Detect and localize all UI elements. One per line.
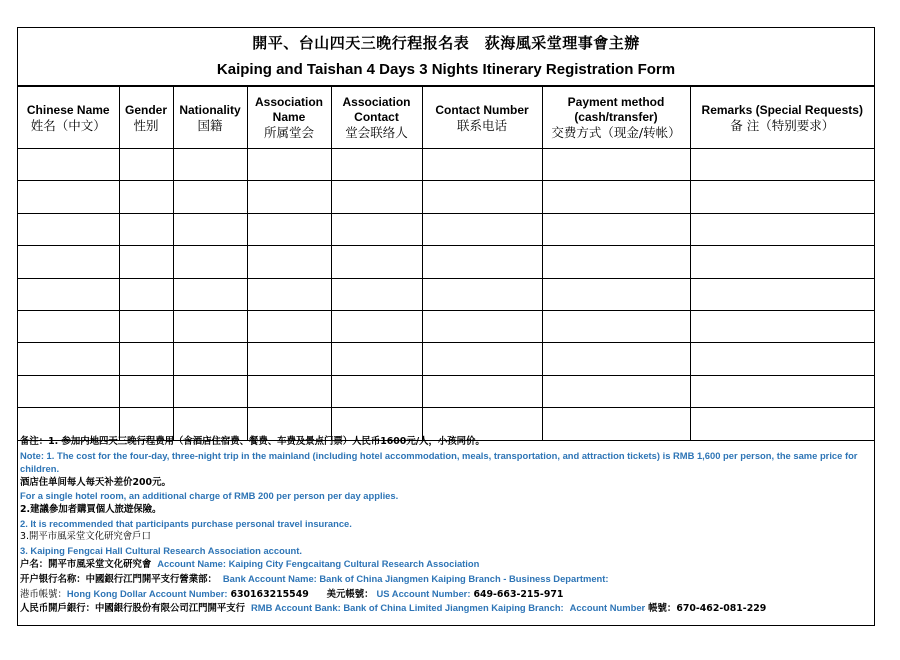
table-cell[interactable] (18, 278, 119, 310)
notes-section (20, 435, 870, 616)
col-header-gender: Gender 性别 (119, 87, 173, 149)
table-cell[interactable] (422, 278, 542, 310)
table-cell[interactable] (18, 375, 119, 407)
table-cell[interactable] (119, 375, 173, 407)
table-cell[interactable] (331, 149, 422, 181)
note-3-english: 3. Kaiping Fengcai Hall Cultural Research Association account. (20, 544, 303, 556)
table-cell[interactable] (173, 213, 247, 245)
table-cell[interactable] (173, 278, 247, 310)
table-cell[interactable] (690, 149, 874, 181)
table-cell[interactable] (18, 246, 119, 278)
col-header-contact-number: Contact Number 联系电话 (422, 87, 542, 149)
col-header-association-name: Association Name 所属堂会 (247, 87, 331, 149)
form-title-chinese: 開平、台山四天三晚行程报名表 荻海風采堂理事會主辦 (252, 34, 640, 52)
table-cell[interactable] (247, 343, 331, 375)
bank-name-line: 开户银行名称：中國銀行江門開平支行營業部： Bank Account Name: Bank of China Jiangmen Kaiping Branch - Business Department: (20, 572, 609, 585)
table-header-row (18, 87, 874, 149)
table-cell[interactable] (18, 343, 119, 375)
table-cell[interactable] (542, 181, 690, 213)
table-cell[interactable] (119, 310, 173, 342)
account-numbers-line: 港币帳號：Hong Kong Dollar Account Number: 630163215549 美元帳號： US Account Number: 649-663-215-971 (20, 587, 564, 600)
table-cell[interactable] (331, 246, 422, 278)
table-cell[interactable] (173, 375, 247, 407)
table-cell[interactable] (422, 149, 542, 181)
table-cell[interactable] (690, 343, 874, 375)
table-row (18, 375, 874, 407)
registration-form (17, 27, 875, 626)
table-cell[interactable] (18, 213, 119, 245)
table-row (18, 149, 874, 181)
table-cell[interactable] (422, 343, 542, 375)
table-cell[interactable] (247, 375, 331, 407)
table-cell[interactable] (18, 181, 119, 213)
table-cell[interactable] (247, 181, 331, 213)
table-row (18, 213, 874, 245)
table-cell[interactable] (690, 181, 874, 213)
note-1-english: Note: 1. The cost for the four-day, three-night trip in the mainland (including hotel accommodation, meals, transportation, and attraction tickets) is RMB 1,600 per person, the same price for children. (20, 449, 858, 475)
table-cell[interactable] (331, 343, 422, 375)
table-cell[interactable] (422, 181, 542, 213)
table-cell[interactable] (119, 278, 173, 310)
note-single-room-english: For a single hotel room, an additional charge of RMB 200 per person per day applies. (20, 490, 399, 502)
table-cell[interactable] (247, 149, 331, 181)
table-cell[interactable] (690, 246, 874, 278)
table-cell[interactable] (247, 246, 331, 278)
table-cell[interactable] (247, 310, 331, 342)
table-row (18, 181, 874, 213)
table-cell[interactable] (331, 310, 422, 342)
table-cell[interactable] (542, 375, 690, 407)
table-cell[interactable] (542, 213, 690, 245)
table-cell[interactable] (331, 181, 422, 213)
note-2-english: 2. It is recommended that participants purchase personal travel insurance. (20, 517, 352, 529)
table-cell[interactable] (331, 278, 422, 310)
table-cell[interactable] (173, 149, 247, 181)
table-cell[interactable] (422, 213, 542, 245)
note-3-chinese: 3.開平市風采堂文化研究會戶口 (20, 531, 151, 543)
note-single-room-chinese: 酒店住单间每人每天补差价200元。 (20, 476, 171, 488)
table-cell[interactable] (422, 310, 542, 342)
registration-table (18, 86, 874, 441)
table-cell[interactable] (542, 343, 690, 375)
form-title-english: Kaiping and Taishan 4 Days 3 Nights Itinerary Registration Form (216, 61, 676, 78)
table-cell[interactable] (542, 149, 690, 181)
table-cell[interactable] (173, 181, 247, 213)
table-cell[interactable] (119, 181, 173, 213)
col-header-chinese-name: Chinese Name 姓名（中文） (18, 87, 119, 149)
account-name-line: 户名：開平市風采堂文化研究會 Account Name: Kaiping City Fengcaitang Cultural Research Association (20, 558, 480, 571)
note-2-chinese: 2.建議參加者購買個人旅遊保險。 (20, 503, 162, 515)
note-1-chinese: 备注：1. 参加内地四天三晚行程费用（含酒店住宿费、餐费、车费及景点门票）人民币1600元/人，小孩同价。 (20, 436, 485, 447)
table-cell[interactable] (18, 149, 119, 181)
rmb-account-line: 人民币開戶銀行：中國銀行股份有限公司江門開平支行 RMB Account Bank: Bank of China Limited Jiangmen Kaiping Branch: Account Number 帳號：670-462-081-229 (20, 602, 767, 615)
col-header-payment-method: Payment method (cash/transfer) 交费方式（现金/转帐） (542, 87, 690, 149)
table-cell[interactable] (247, 278, 331, 310)
table-cell[interactable] (119, 246, 173, 278)
col-header-remarks: Remarks (Special Requests) 备 注（特别要求） (690, 87, 874, 149)
table-cell[interactable] (119, 149, 173, 181)
table-cell[interactable] (690, 310, 874, 342)
table-cell[interactable] (690, 278, 874, 310)
table-cell[interactable] (173, 343, 247, 375)
table-cell[interactable] (173, 246, 247, 278)
table-cell[interactable] (247, 213, 331, 245)
table-cell[interactable] (331, 375, 422, 407)
table-cell[interactable] (422, 375, 542, 407)
table-cell[interactable] (331, 213, 422, 245)
table-row (18, 246, 874, 278)
registration-rows (18, 149, 874, 441)
table-cell[interactable] (542, 246, 690, 278)
table-cell[interactable] (18, 310, 119, 342)
col-header-nationality: Nationality 国籍 (173, 87, 247, 149)
table-cell[interactable] (173, 310, 247, 342)
table-row (18, 278, 874, 310)
table-cell[interactable] (119, 343, 173, 375)
table-cell[interactable] (542, 278, 690, 310)
table-cell[interactable] (542, 310, 690, 342)
table-cell[interactable] (422, 246, 542, 278)
table-row (18, 310, 874, 342)
table-cell[interactable] (690, 375, 874, 407)
table-cell[interactable] (119, 213, 173, 245)
table-row (18, 343, 874, 375)
table-cell[interactable] (690, 213, 874, 245)
col-header-association-contact: Association Contact 堂会联络人 (331, 87, 422, 149)
